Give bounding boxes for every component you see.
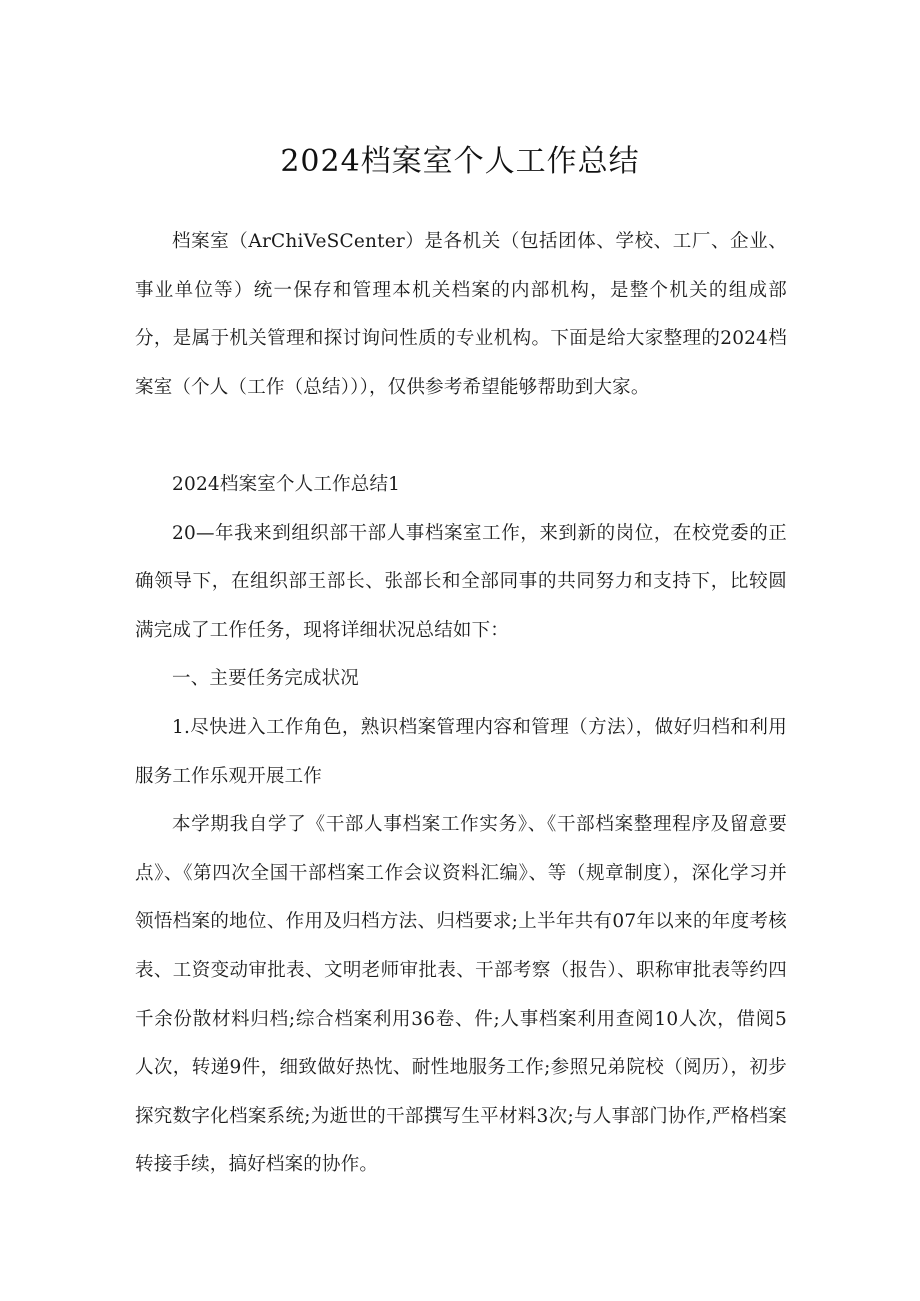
intro-block [135, 218, 787, 412]
paragraph-2: 本学期我自学了《干部人事档案工作实务》、《干部档案整理程序及留意要点》、《第四次全国干部档案工作会议资料汇编》、等（规章制度），深化学习并领悟档案的地位、作用及归档方法、归档要求;上半年共有07年以来的年度考核表、工资变动审批表、文明老师审批表、干部考察（报告）、职称审批表等约四千余份散材料归档;综合档案利用36卷、件;人事档案利用查阅10人次，借阅5人次，转递9件，细致做好热忱、耐性地服务工作;参照兄弟院校（阅历），初步探究数字化档案系统;为逝世的干部撰写生平材料3次;与人事部门协作,严格档案转接手续，搞好档案的协作。 [135, 814, 787, 1176]
heading-1: 一、主要任务完成状况 [172, 668, 360, 690]
intro-paragraph: 档案室（ArChiVeSCenter）是各机关（包括团体、学校、工厂、企业、事业单位等）统一保存和管理本机关档案的内部机构，是整个机关的组成部分，是属于机关管理和探讨询问性质的专业机构。下面是给大家整理的2024档案室（个人（工作（总结））），仅供参考希望能够帮助到大家。 [135, 231, 787, 398]
document-title: 2024档案室个人工作总结 [280, 144, 640, 179]
section-block [135, 461, 787, 1190]
section-title: 2024档案室个人工作总结1 [172, 474, 401, 495]
paragraph-1: 20—年我来到组织部干部人事档案室工作，来到新的岗位，在校党委的正确领导下，在组织部王部长、张部长和全部同事的共同努力和支持下，比较圆满完成了工作任务，现将详细状况总结如下： [135, 522, 787, 641]
item-1: 1.尽快进入工作角色，熟识档案管理内容和管理（方法），做好归档和利用服务工作乐观开展工作 [135, 716, 787, 787]
